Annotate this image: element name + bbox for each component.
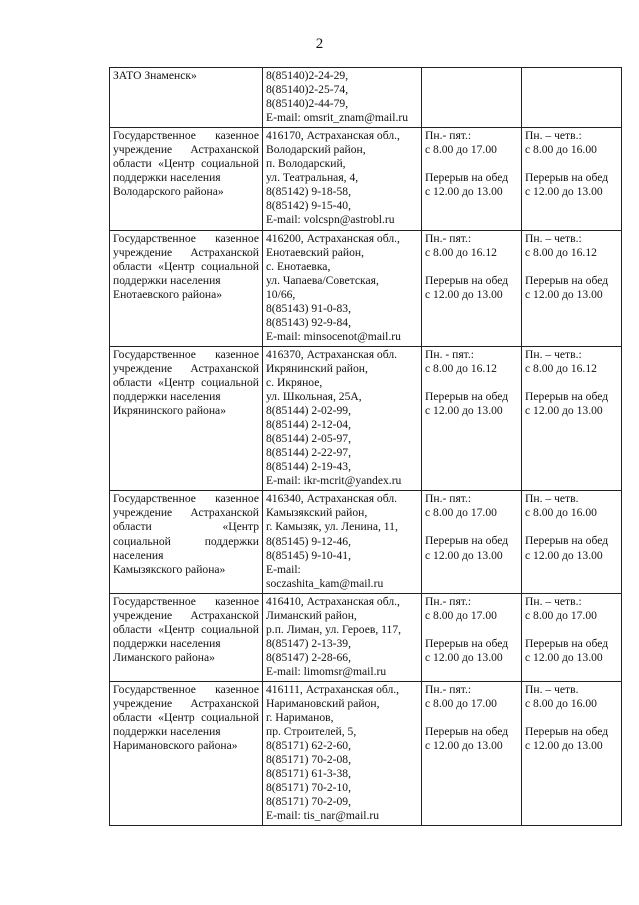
- organization-line: поддержки населения: [113, 725, 221, 739]
- organization-cell: [110, 128, 263, 230]
- lunch-break-hours: с 12.00 до 13.00: [525, 404, 603, 418]
- contact-line: ул. Школьная, 25А,: [266, 390, 362, 404]
- lunch-break-label: Перерыв на обед: [425, 725, 509, 739]
- organization-cell: [110, 593, 263, 681]
- organization-line: учреждение Астраханской: [113, 361, 259, 375]
- organization-line: Государственное казенное: [113, 682, 259, 696]
- work-days: Пн. – четв.:: [525, 231, 582, 245]
- table-row: [110, 491, 622, 593]
- email-line: E-mail: minsocenot@mail.ru: [266, 329, 401, 343]
- contact-line: пр. Строителей, 5,: [266, 725, 357, 739]
- work-hours: с 8.00 до 16.00: [525, 697, 597, 711]
- work-days: Пн. – четв.:: [525, 347, 582, 361]
- organization-line: области «Центр социальной: [113, 259, 259, 273]
- work-days: Пн. – четв.:: [525, 594, 582, 608]
- work-hours: с 8.00 до 16.12: [425, 361, 497, 375]
- organization-line: учреждение Астраханской: [113, 506, 259, 520]
- organization-line: учреждение Астраханской: [113, 608, 259, 622]
- lunch-break-hours: с 12.00 до 13.00: [425, 404, 503, 418]
- contacts-cell: [263, 68, 422, 128]
- contact-line: 416170, Астраханская обл.,: [266, 129, 400, 143]
- contacts-table: [109, 67, 622, 826]
- organization-line: Наримановского района»: [113, 739, 238, 753]
- contact-line: р.п. Лиман, ул. Героев, 117,: [266, 622, 402, 636]
- work-days: Пн.- пят.:: [425, 594, 472, 608]
- contact-line: 8(85171) 70-2-08,: [266, 753, 352, 767]
- contact-line: с. Икряное,: [266, 375, 323, 389]
- spacer: [525, 520, 618, 534]
- lunch-break-hours: с 12.00 до 13.00: [525, 650, 603, 664]
- work-days: Пн. – четв.: [525, 682, 579, 696]
- contact-line: 8(85140)2-24-29,: [266, 69, 349, 82]
- organization-line: населения: [113, 548, 164, 562]
- work-days: Пн. – четв.: [525, 492, 579, 506]
- spacer: [425, 157, 518, 171]
- lunch-break-hours: с 12.00 до 13.00: [425, 650, 503, 664]
- organization-line: учреждение Астраханской: [113, 245, 259, 259]
- contact-line: с. Енотаевка,: [266, 259, 331, 273]
- contact-line: 10/66,: [266, 287, 296, 301]
- lunch-break-label: Перерыв на обед: [425, 636, 509, 650]
- lunch-break-hours: с 12.00 до 13.00: [425, 287, 503, 301]
- contacts-cell: [263, 346, 422, 490]
- spacer: [425, 520, 518, 534]
- contacts-cell: [263, 681, 422, 825]
- contact-line: 8(85171) 61-3-38,: [266, 767, 352, 781]
- contact-line: 8(85144) 2-22-97,: [266, 446, 352, 460]
- work-hours: с 8.00 до 16.12: [425, 245, 497, 259]
- work-days: Пн. - пят.:: [425, 347, 474, 361]
- contact-line: 8(85142) 9-15-40,: [266, 199, 352, 213]
- email-line: E-mail: ikr-mcrit@yandex.ru: [266, 474, 402, 488]
- work-hours: с 8.00 до 16.00: [525, 143, 597, 157]
- contact-line: 416111, Астраханская обл.,: [266, 682, 400, 696]
- organization-line: поддержки населения: [113, 390, 221, 404]
- work-hours: с 8.00 до 17.00: [425, 143, 497, 157]
- organization-line: Государственное казенное: [113, 594, 259, 608]
- email-line: E-mail: omsrit_znam@mail.ru: [266, 111, 409, 125]
- lunch-break-label: Перерыв на обед: [525, 171, 609, 185]
- work-hours: с 8.00 до 17.00: [525, 608, 597, 622]
- organization-line: области «Центр социальной: [113, 622, 259, 636]
- organization-line: области «Центр социальной: [113, 711, 259, 725]
- contact-line: 8(85147) 2-28-66,: [266, 650, 352, 664]
- lunch-break-label: Перерыв на обед: [525, 389, 609, 403]
- contact-line: 8(85145) 9-12-46,: [266, 534, 352, 548]
- work-hours: с 8.00 до 16.12: [525, 245, 597, 259]
- schedule-cell-mon-thu: [522, 593, 622, 681]
- contact-line: ул. Чапаева/Советская,: [266, 273, 379, 287]
- contacts-cell: [263, 593, 422, 681]
- schedule-cell-mon-thu: [522, 128, 622, 230]
- contact-line: п. Володарский,: [266, 157, 346, 171]
- contact-line: 8(85143) 92-9-84,: [266, 315, 352, 329]
- schedule-cell-mon-thu: [522, 68, 622, 128]
- table-row: [110, 68, 622, 128]
- table-body: [110, 68, 622, 826]
- organization-line: Икрянинского района»: [113, 404, 226, 418]
- work-days: Пн.- пят.:: [425, 682, 472, 696]
- contact-line: 8(85144) 2-02-99,: [266, 404, 352, 418]
- organization-line: Государственное казенное: [113, 129, 259, 143]
- work-hours: с 8.00 до 17.00: [425, 697, 497, 711]
- schedule-cell-mon-thu: [522, 681, 622, 825]
- organization-line: учреждение Астраханской: [113, 143, 259, 157]
- contact-line: г. Нариманов,: [266, 711, 334, 725]
- lunch-break-label: Перерыв на обед: [525, 534, 609, 548]
- work-days: Пн. – четв.:: [525, 129, 582, 143]
- organization-line: поддержки населения: [113, 636, 221, 650]
- page-number: 2: [315, 36, 324, 52]
- lunch-break-hours: с 12.00 до 13.00: [525, 739, 603, 753]
- spacer: [425, 711, 518, 725]
- schedule-cell-mon-fri: [422, 230, 522, 346]
- spacer: [425, 260, 518, 274]
- work-hours: с 8.00 до 17.00: [425, 506, 497, 520]
- contact-line: Володарский район,: [266, 143, 366, 157]
- work-days: Пн.- пят.:: [425, 492, 472, 506]
- lunch-break-hours: с 12.00 до 13.00: [425, 548, 503, 562]
- contact-line: 416340, Астраханская обл.: [266, 492, 398, 506]
- email-line: E-mail:: [266, 562, 301, 576]
- organization-line: Володарского района»: [113, 185, 224, 199]
- schedule-cell-mon-thu: [522, 346, 622, 490]
- email-line: E-mail: limomsr@mail.ru: [266, 664, 387, 678]
- lunch-break-hours: с 12.00 до 13.00: [525, 287, 603, 301]
- spacer: [525, 623, 618, 637]
- spacer: [425, 623, 518, 637]
- contact-line: 8(85144) 2-05-97,: [266, 432, 352, 446]
- contact-line: 8(85140)2-44-79,: [266, 97, 349, 111]
- organization-line: Государственное казенное: [113, 347, 259, 361]
- contact-line: 8(85142) 9-18-58,: [266, 185, 352, 199]
- work-days: Пн.- пят.:: [425, 231, 472, 245]
- organization-cell: [110, 230, 263, 346]
- work-hours: с 8.00 до 16.12: [525, 361, 597, 375]
- contact-line: 8(85140)2-25-74,: [266, 83, 349, 97]
- contact-line: ул. Театральная, 4,: [266, 171, 359, 185]
- organization-line: поддержки населения: [113, 171, 221, 185]
- schedule-cell-mon-fri: [422, 346, 522, 490]
- lunch-break-hours: с 12.00 до 13.00: [425, 185, 503, 199]
- schedule-cell-mon-fri: [422, 681, 522, 825]
- table-row: [110, 346, 622, 490]
- organization-line: Государственное казенное: [113, 492, 259, 506]
- contact-line: 416200, Астраханская обл.,: [266, 231, 400, 245]
- lunch-break-hours: с 12.00 до 13.00: [525, 185, 603, 199]
- organization-line: поддержки населения: [113, 273, 221, 287]
- lunch-break-label: Перерыв на обед: [525, 273, 609, 287]
- contacts-cell: [263, 128, 422, 230]
- work-days: Пн.- пят.:: [425, 129, 472, 143]
- organization-cell: [110, 681, 263, 825]
- schedule-cell-mon-fri: [422, 593, 522, 681]
- lunch-break-hours: с 12.00 до 13.00: [425, 739, 503, 753]
- table-row: [110, 681, 622, 825]
- organization-cell: [110, 68, 263, 128]
- contact-line: Лиманский район,: [266, 608, 357, 622]
- organization-line: Камызякского района»: [113, 562, 226, 576]
- schedule-cell-mon-fri: [422, 68, 522, 128]
- contact-line: Наримановский район,: [266, 697, 380, 711]
- lunch-break-label: Перерыв на обед: [425, 389, 509, 403]
- lunch-break-label: Перерыв на обед: [425, 534, 509, 548]
- work-hours: с 8.00 до 17.00: [425, 608, 497, 622]
- schedule-cell-mon-fri: [422, 128, 522, 230]
- organization-cell: [110, 491, 263, 593]
- contact-line: г. Камызяк, ул. Ленина, 11,: [266, 520, 398, 534]
- email-line: E-mail: volcspn@astrobl.ru: [266, 213, 395, 227]
- contacts-cell: [263, 230, 422, 346]
- organization-line: области «Центр: [113, 520, 259, 534]
- organization-line: области «Центр социальной: [113, 157, 259, 171]
- contact-line: 8(85171) 70-2-09,: [266, 795, 352, 809]
- organization-line: Лиманского района»: [113, 650, 215, 664]
- lunch-break-label: Перерыв на обед: [425, 171, 509, 185]
- contact-line: 416410, Астраханская обл.,: [266, 594, 400, 608]
- lunch-break-hours: с 12.00 до 13.00: [525, 548, 603, 562]
- spacer: [525, 260, 618, 274]
- schedule-cell-mon-fri: [422, 491, 522, 593]
- organization-line: области «Центр социальной: [113, 375, 259, 389]
- table-row: [110, 128, 622, 230]
- lunch-break-label: Перерыв на обед: [425, 273, 509, 287]
- contacts-cell: [263, 491, 422, 593]
- contact-line: 8(85144) 2-12-04,: [266, 418, 352, 432]
- organization-line: Енотаевского района»: [113, 287, 223, 301]
- lunch-break-label: Перерыв на обед: [525, 725, 609, 739]
- contact-line: 8(85147) 2-13-39,: [266, 636, 352, 650]
- contact-line: 8(85144) 2-19-43,: [266, 460, 352, 474]
- organization-cell: [110, 346, 263, 490]
- contact-line: Енотаевский район,: [266, 245, 364, 259]
- organization-line: социальной поддержки: [113, 534, 259, 548]
- contact-line: 8(85145) 9-10-41,: [266, 548, 352, 562]
- contact-line: 8(85171) 62-2-60,: [266, 739, 352, 753]
- organization-line: учреждение Астраханской: [113, 697, 259, 711]
- spacer: [425, 376, 518, 390]
- spacer: [525, 711, 618, 725]
- work-hours: с 8.00 до 16.00: [525, 506, 597, 520]
- schedule-cell-mon-thu: [522, 491, 622, 593]
- contact-line: 8(85143) 91-0-83,: [266, 301, 352, 315]
- table-row: [110, 593, 622, 681]
- contact-line: Камызякский район,: [266, 506, 368, 520]
- organization-line: Государственное казенное: [113, 231, 259, 245]
- email-line: E-mail: tis_nar@mail.ru: [266, 809, 380, 823]
- contact-line: 416370, Астраханская обл.: [266, 347, 398, 361]
- contact-line: Икрянинский район,: [266, 361, 368, 375]
- email-line: soczashita_kam@mail.ru: [266, 576, 384, 590]
- table-row: [110, 230, 622, 346]
- spacer: [525, 157, 618, 171]
- lunch-break-label: Перерыв на обед: [525, 636, 609, 650]
- schedule-cell-mon-thu: [522, 230, 622, 346]
- contact-line: 8(85171) 70-2-10,: [266, 781, 352, 795]
- spacer: [525, 376, 618, 390]
- organization-line: ЗАТО Знаменск»: [113, 69, 197, 82]
